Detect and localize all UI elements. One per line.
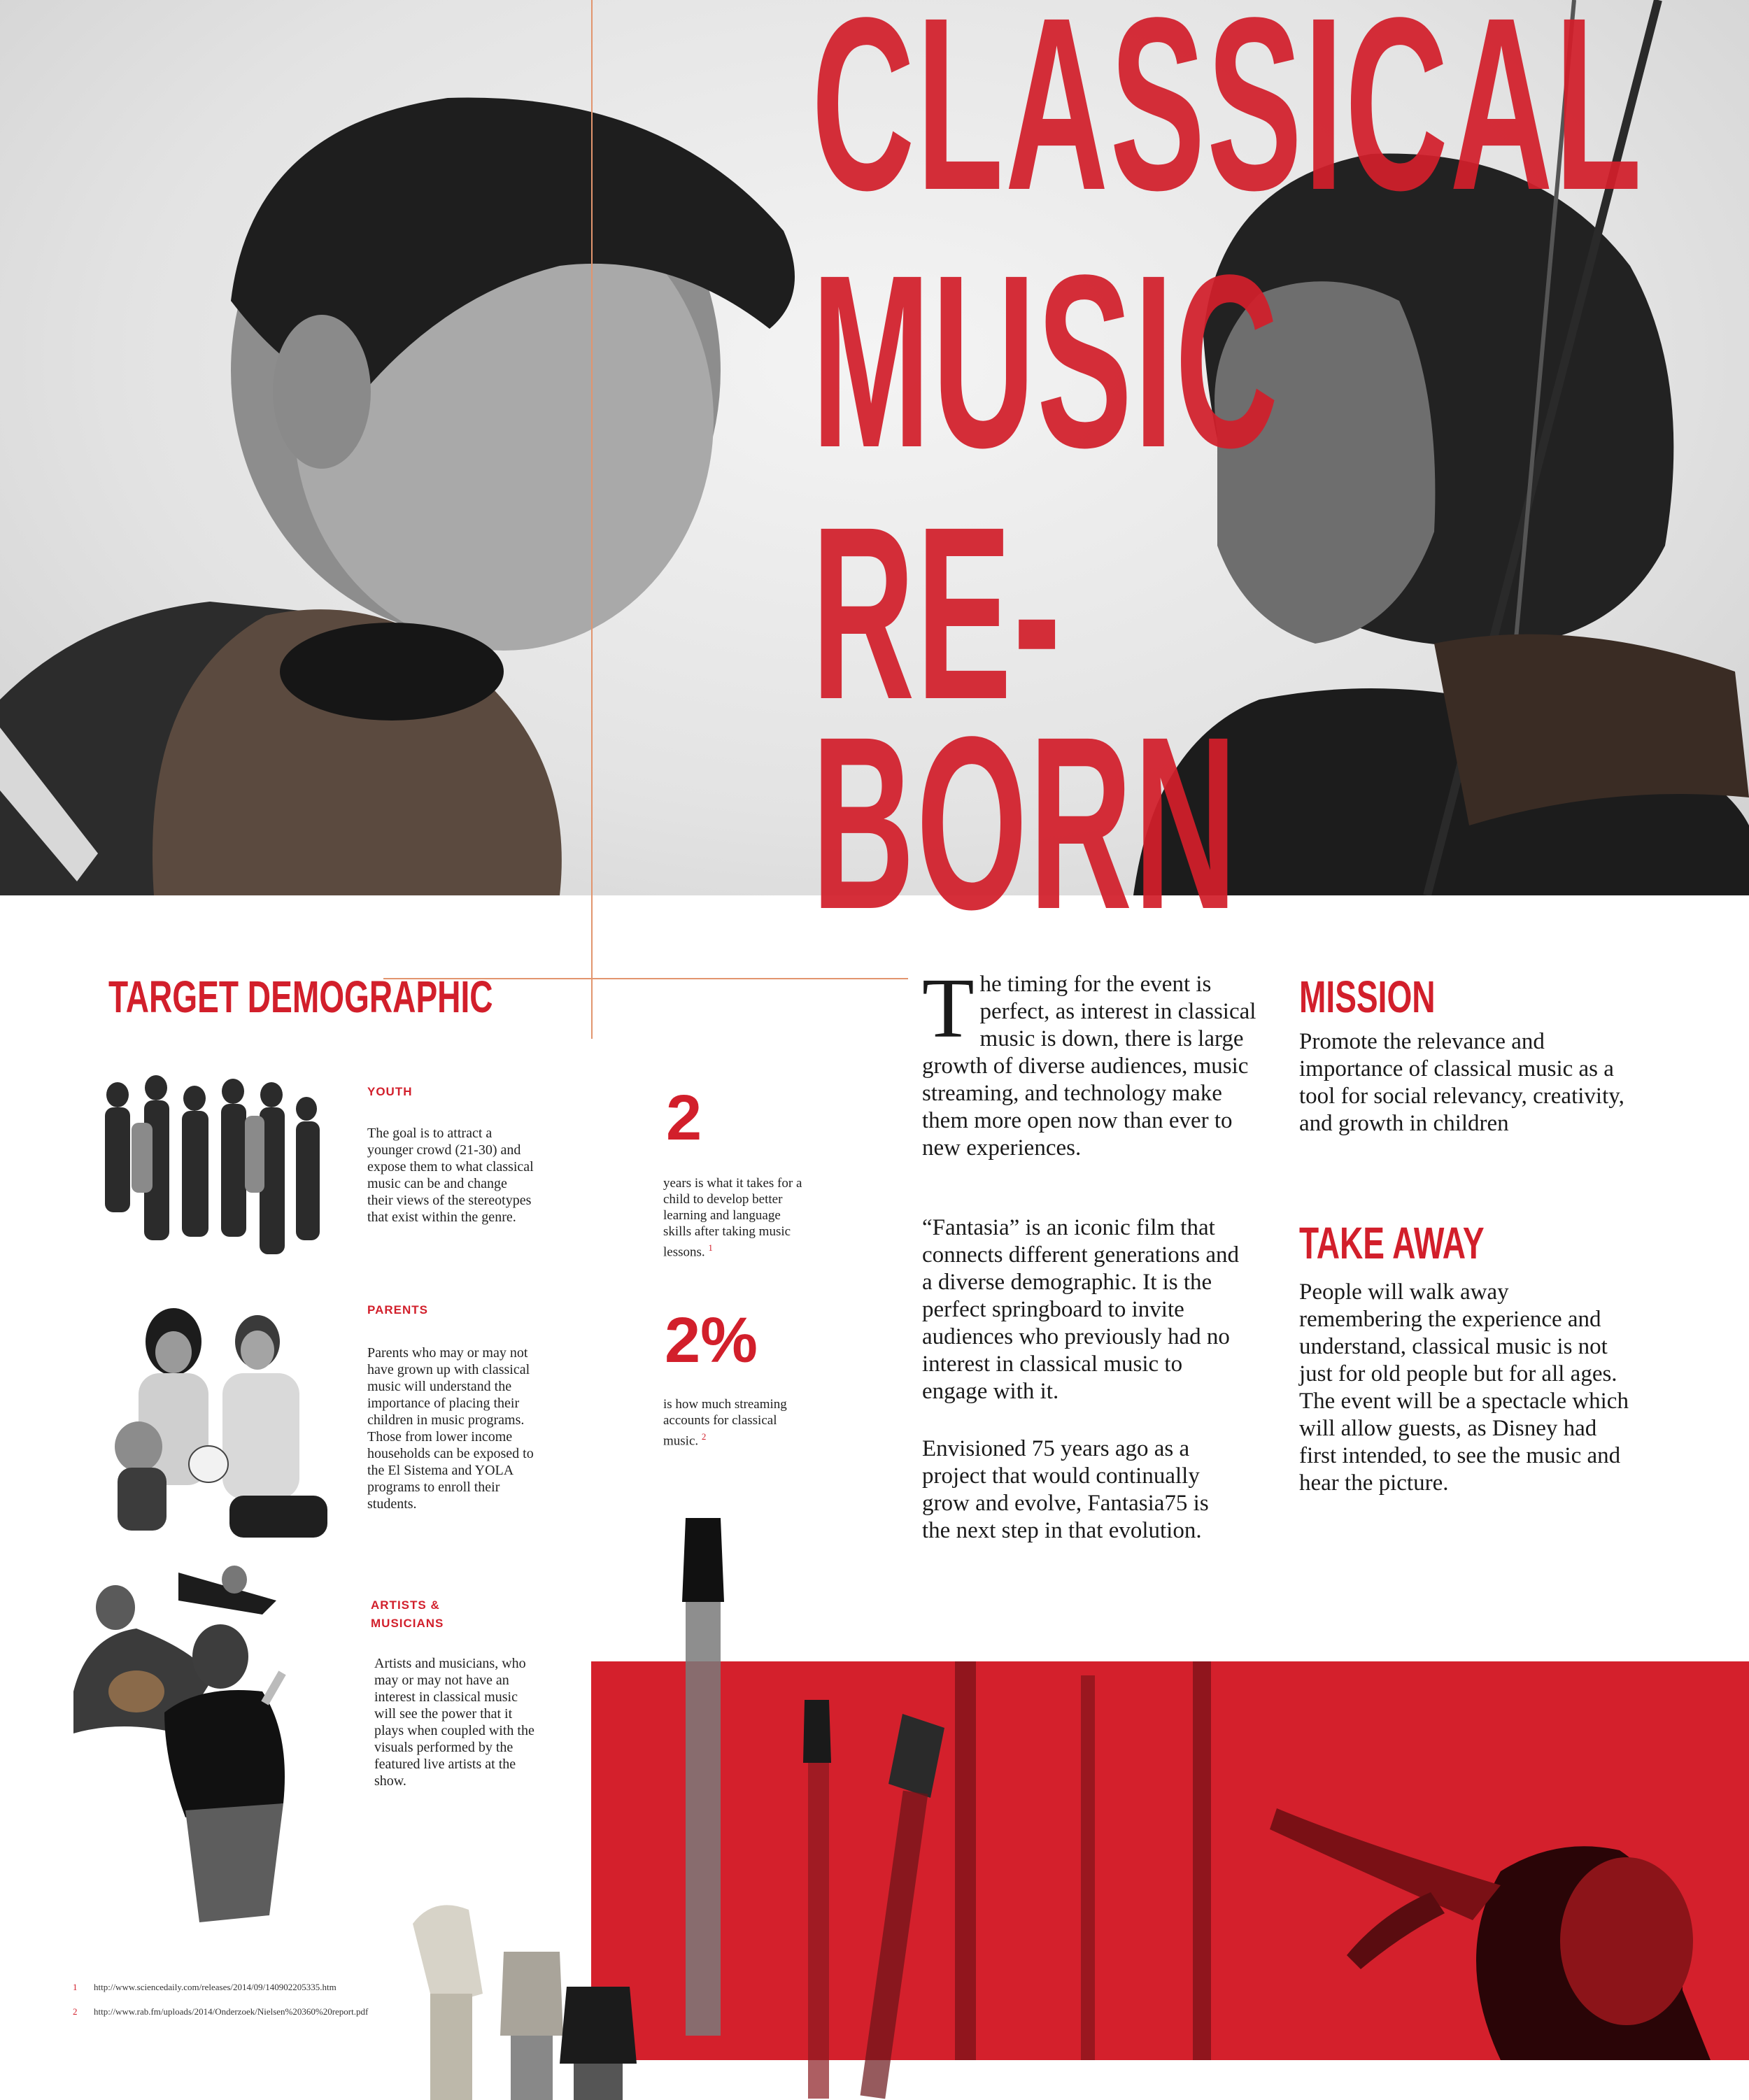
youth-label: YOUTH [367, 1085, 413, 1098]
headline-line3: RE- [812, 475, 1063, 751]
parents-label: PARENTS [367, 1303, 428, 1317]
headline-line4: BORN [812, 685, 1239, 960]
footnote-1: 1 http://www.sciencedaily.com/releases/2014/09/140902205335.htm [73, 1982, 337, 1992]
takeaway-text: People will walk away remembering the experience and understand, classical music is not just for old people but for all ages. The event will be a spectacle which will allow guests, as Disney had first intended, to see the music and hear the picture. [1299, 1279, 1629, 1496]
vertical-rule [591, 0, 593, 1039]
footnote-2: 2 http://www.rab.fm/uploads/2014/Onderzoek/Nielsen%20360%20report.pdf [73, 2006, 369, 2017]
stat-streaming-text: is how much streaming accounts for classical music. $^2$ [663, 1397, 787, 1449]
parents-family-image [90, 1300, 341, 1559]
intro-paragraph: The timing for the event is perfect, as interest in classical music is down, there is large growth of diverse audiences, music streaming, and technology make them more open now than ever to new experiences. [922, 961, 1256, 1161]
youth-group-image [90, 1067, 341, 1277]
dropcap-letter: T [922, 961, 975, 1056]
takeaway-title: TAKE AWAY [1299, 1218, 1485, 1268]
headline-line1: CLASSICAL [812, 0, 1644, 241]
artists-text: Artists and musicians, who may or may not have an interest in classical music will see the power that it plays when coupled with the visuals performed by the featured live artists at the show. [374, 1656, 534, 1789]
stat-streaming-value: 2% [665, 1305, 758, 1376]
fantasia-paragraph: “Fantasia” is an iconic film that connects different generations and a diverse demographic. It is the perfect springboard to invite audiences who previously had no interest in classical music to engage with it. [922, 1215, 1239, 1404]
fantasia75-paragraph: Envisioned 75 years ago as a project that would continually grow and evolve, Fantasia75 is the next step in that evolution. [922, 1436, 1209, 1543]
youth-text: The goal is to attract a younger crowd (21-30) and expose them to what classical music can be and change their views of the stereotypes that exist within the genre. [367, 1126, 534, 1225]
artists-musicians-image [59, 1552, 339, 1929]
artists-label: ARTISTS & MUSICIANS [371, 1598, 444, 1630]
parents-text: Parents who may or may not have grown up with classical music will understand the importance of placing their children in music programs. Those from lower income households can be exposed to the El Sistema and YOLA programs to enroll their students. [367, 1345, 534, 1512]
stat-years-value: 2 [666, 1082, 702, 1154]
stat-years-text: years is what it takes for a child to develop better learning and language skills after taking music lessons. $^1$ [663, 1176, 802, 1260]
mission-title: MISSION [1299, 972, 1436, 1022]
ref-2: 2 [701, 1431, 707, 1442]
headline-line2: MUSIC [812, 223, 1280, 499]
mission-text: Promote the relevance and importance of classical music as a tool for social relevancy, creativity, and growth in children [1299, 1029, 1624, 1136]
target-demographic-title: TARGET DEMOGRAPHIC [108, 972, 493, 1022]
paint-brushes-image [392, 1504, 986, 2100]
ref-1: 1 [708, 1242, 713, 1253]
boy-violinist [0, 98, 795, 895]
